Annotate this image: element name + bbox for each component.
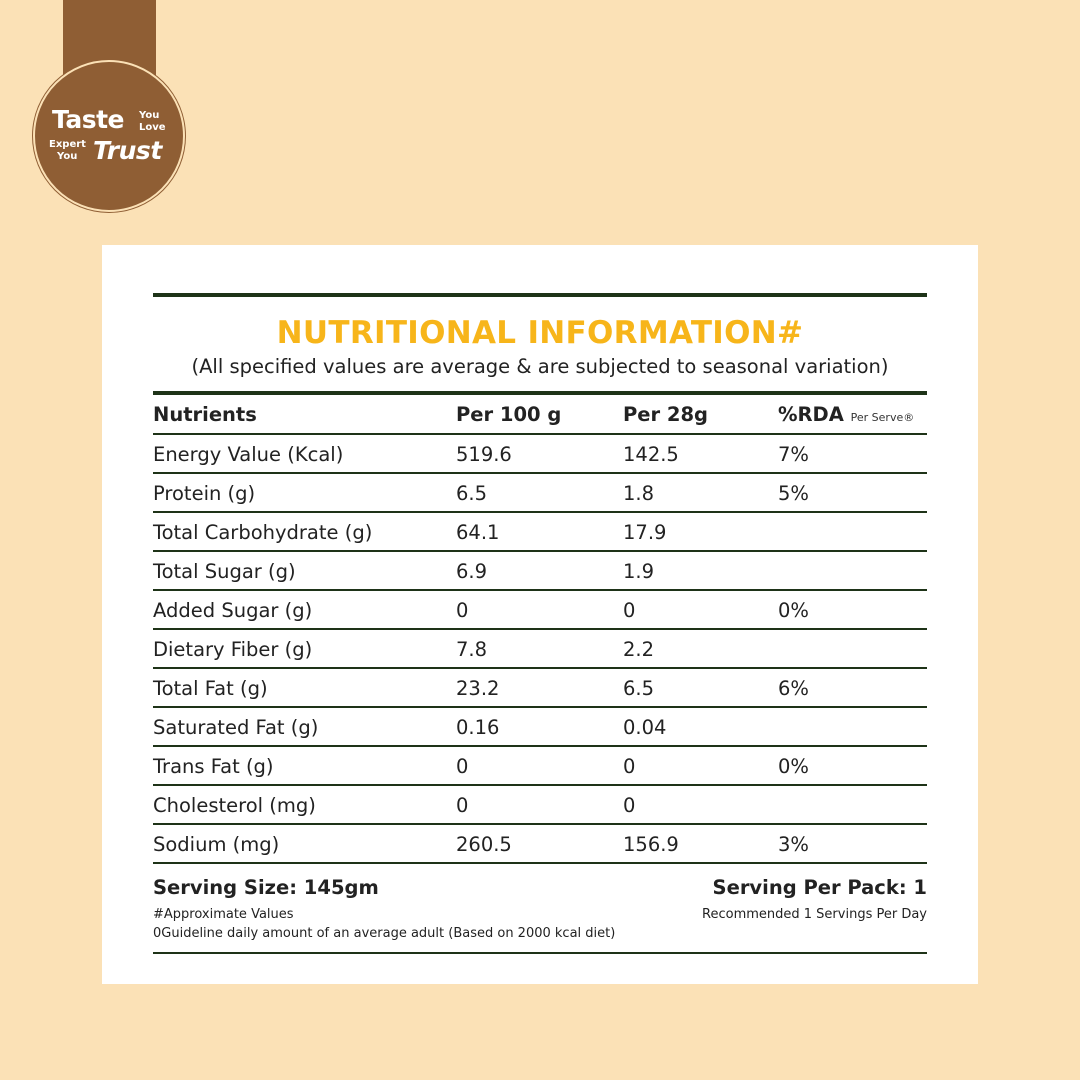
value-rda: 7% (778, 443, 809, 466)
badge-word-trust: Trust (93, 136, 162, 165)
value-per-28g: 17.9 (623, 521, 667, 544)
value-per-28g: 156.9 (623, 833, 679, 856)
table-row (153, 435, 927, 474)
value-rda: 6% (778, 677, 809, 700)
note-guideline: 0Guideline daily amount of an average adult (Based on 2000 kcal diet) (153, 926, 616, 941)
value-per-28g: 0 (623, 794, 636, 817)
badge-word-expert: Expert (49, 139, 86, 150)
table-row (153, 747, 927, 786)
value-per-100g: 6.5 (456, 482, 488, 505)
table-row (153, 474, 927, 513)
value-rda: 0% (778, 599, 809, 622)
nutrient-name: Cholesterol (mg) (153, 794, 316, 817)
nutrient-name: Energy Value (Kcal) (153, 443, 344, 466)
value-per-100g: 0 (456, 794, 469, 817)
badge-word-love: Love (139, 122, 166, 133)
table-header (153, 391, 927, 435)
panel-title: NUTRITIONAL INFORMATION# (276, 315, 804, 351)
value-per-100g: 6.9 (456, 560, 488, 583)
table-row (153, 591, 927, 630)
value-per-100g: 260.5 (456, 833, 512, 856)
nutrient-name: Sodium (mg) (153, 833, 280, 856)
nutrient-name: Protein (g) (153, 482, 256, 505)
table-row (153, 669, 927, 708)
header-nutrients: Nutrients (153, 403, 257, 426)
top-rule (153, 293, 927, 297)
nutrient-name: Saturated Fat (g) (153, 716, 319, 739)
badge-word-you: You (139, 110, 160, 121)
panel-subtitle: (All specified values are average & are subjected to seasonal variation) (191, 355, 889, 378)
header-rda-suffix: Per Serve® (850, 411, 915, 424)
value-per-100g: 23.2 (456, 677, 500, 700)
table-row (153, 708, 927, 747)
value-per-28g: 142.5 (623, 443, 679, 466)
value-rda: 3% (778, 833, 809, 856)
table-body (153, 435, 927, 864)
table-row (153, 825, 927, 864)
table-row (153, 513, 927, 552)
value-per-28g: 2.2 (623, 638, 655, 661)
brand-badge (33, 60, 185, 212)
serving-per-pack: Serving Per Pack: 1 (712, 876, 927, 899)
panel-footer (153, 864, 927, 952)
table-row (153, 552, 927, 591)
value-per-28g: 1.8 (623, 482, 655, 505)
value-rda: 5% (778, 482, 809, 505)
value-per-100g: 0.16 (456, 716, 500, 739)
header-per-28g: Per 28g (623, 403, 709, 426)
value-per-100g: 0 (456, 599, 469, 622)
header-rda (778, 403, 914, 426)
note-approximate: #Approximate Values (153, 907, 294, 922)
nutrient-name: Total Fat (g) (153, 677, 268, 700)
nutrition-panel (153, 293, 927, 954)
header-per-100g: Per 100 g (456, 403, 562, 426)
value-per-28g: 0.04 (623, 716, 667, 739)
value-per-100g: 519.6 (456, 443, 512, 466)
value-per-28g: 0 (623, 755, 636, 778)
nutrient-name: Total Sugar (g) (153, 560, 296, 583)
value-per-100g: 0 (456, 755, 469, 778)
table-row (153, 786, 927, 825)
nutrient-name: Dietary Fiber (g) (153, 638, 313, 661)
header-rda-label: %RDA (778, 403, 844, 426)
bottom-rule (153, 952, 927, 954)
nutrient-name: Added Sugar (g) (153, 599, 313, 622)
badge-word-you-2: You (57, 151, 78, 162)
value-per-28g: 1.9 (623, 560, 655, 583)
value-per-100g: 64.1 (456, 521, 500, 544)
value-per-28g: 6.5 (623, 677, 655, 700)
value-rda: 0% (778, 755, 809, 778)
note-recommended: Recommended 1 Servings Per Day (702, 907, 927, 922)
nutrition-card (102, 245, 978, 984)
badge-word-taste: Taste (52, 105, 124, 134)
nutrient-name: Trans Fat (g) (153, 755, 274, 778)
value-per-100g: 7.8 (456, 638, 488, 661)
value-per-28g: 0 (623, 599, 636, 622)
nutrient-name: Total Carbohydrate (g) (153, 521, 373, 544)
table-row (153, 630, 927, 669)
serving-size: Serving Size: 145gm (153, 876, 379, 899)
